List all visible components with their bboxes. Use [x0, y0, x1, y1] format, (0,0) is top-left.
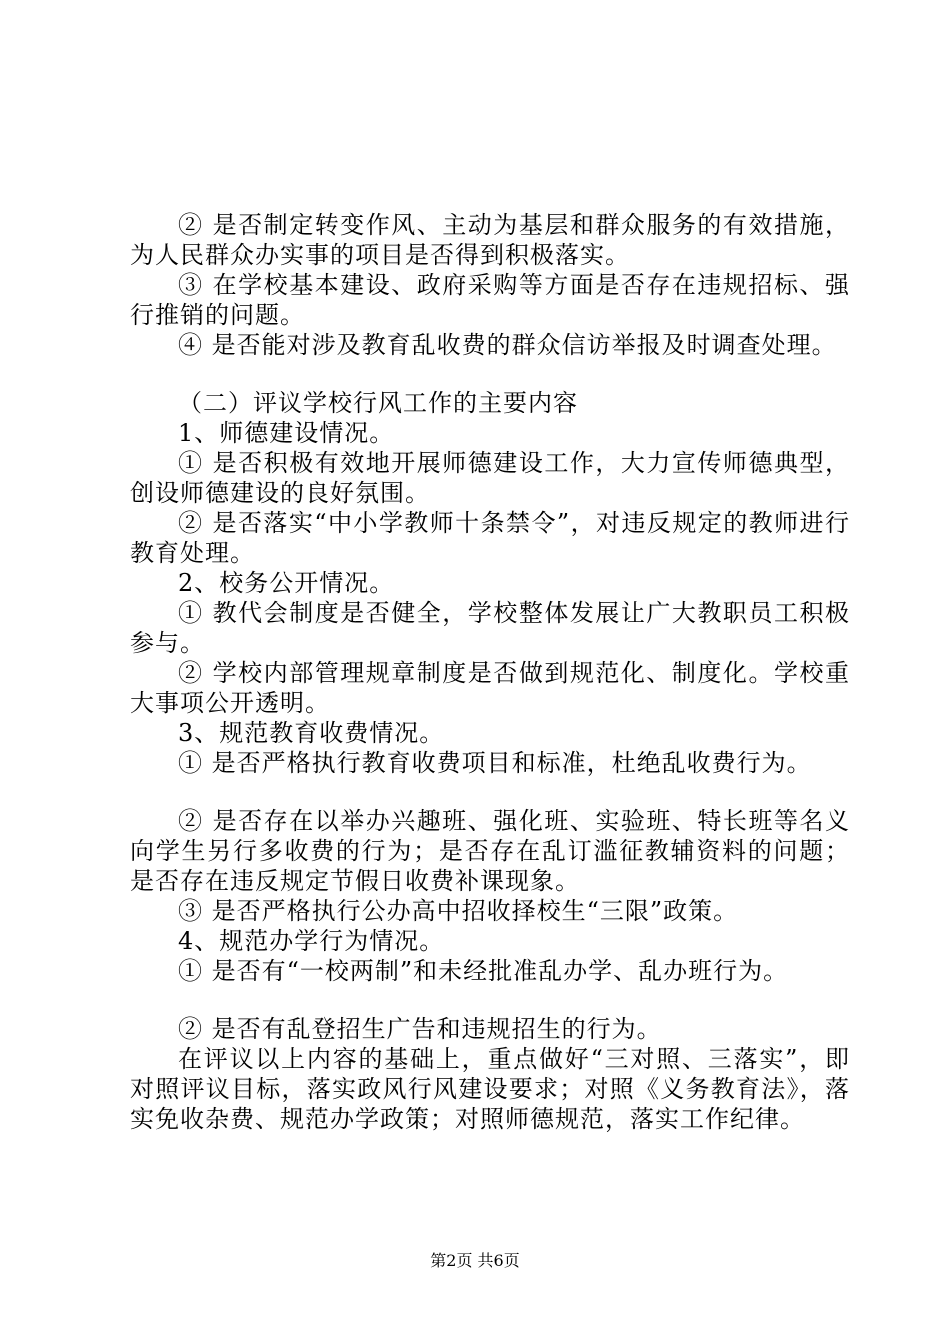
section-heading: （二）评议学校行风工作的主要内容: [178, 389, 578, 417]
subsection-heading: 1、师德建设情况。: [178, 419, 395, 447]
paragraph: ① 教代会制度是否健全，学校整体发展让广大教职员工积极参与。: [130, 599, 850, 657]
paragraph: ② 是否落实“中小学教师十条禁令”，对违反规定的教师进行教育处理。: [130, 509, 850, 567]
paragraph: 在评议以上内容的基础上，重点做好“三对照、三落实”，即对照评议目标，落实政风行风建设要求；对照《义务教育法》，落实免收杂费、规范办学政策；对照师德规范，落实工作纪律。: [130, 1045, 850, 1133]
page-footer: 第2页 共6页: [430, 1251, 520, 1270]
subsection-heading: 3、规范教育收费情况。: [178, 719, 445, 747]
subsection-heading: 2、校务公开情况。: [178, 569, 395, 597]
paragraph: ① 是否积极有效地开展师德建设工作，大力宣传师德典型，创设师德建设的良好氛围。: [130, 449, 850, 507]
paragraph: ③ 是否严格执行公办高中招收择校生“三限”政策。: [178, 897, 739, 925]
paragraph: ② 是否存在以举办兴趣班、强化班、实验班、特长班等名义向学生另行多收费的行为；是否存在乱订滥征教辅资料的问题；是否存在违反规定节假日收费补课现象。: [130, 807, 850, 895]
paragraph: ② 是否制定转变作风、主动为基层和群众服务的有效措施，为人民群众办实事的项目是否得到积极落实。: [130, 211, 850, 269]
paragraph: ① 是否有“一校两制”和未经批准乱办学、乱办班行为。: [178, 957, 789, 985]
paragraph: ③ 在学校基本建设、政府采购等方面是否存在违规招标、强行推销的问题。: [130, 271, 850, 329]
subsection-heading: 4、规范办学行为情况。: [178, 927, 445, 955]
paragraph: ④ 是否能对涉及教育乱收费的群众信访举报及时调查处理。: [178, 331, 837, 359]
paragraph: ② 学校内部管理规章制度是否做到规范化、制度化。学校重大事项公开透明。: [130, 659, 850, 717]
paragraph: ① 是否严格执行教育收费项目和标准，杜绝乱收费行为。: [178, 749, 812, 777]
paragraph: ② 是否有乱登招生广告和违规招生的行为。: [178, 1015, 662, 1043]
document-body: [130, 210, 850, 1134]
